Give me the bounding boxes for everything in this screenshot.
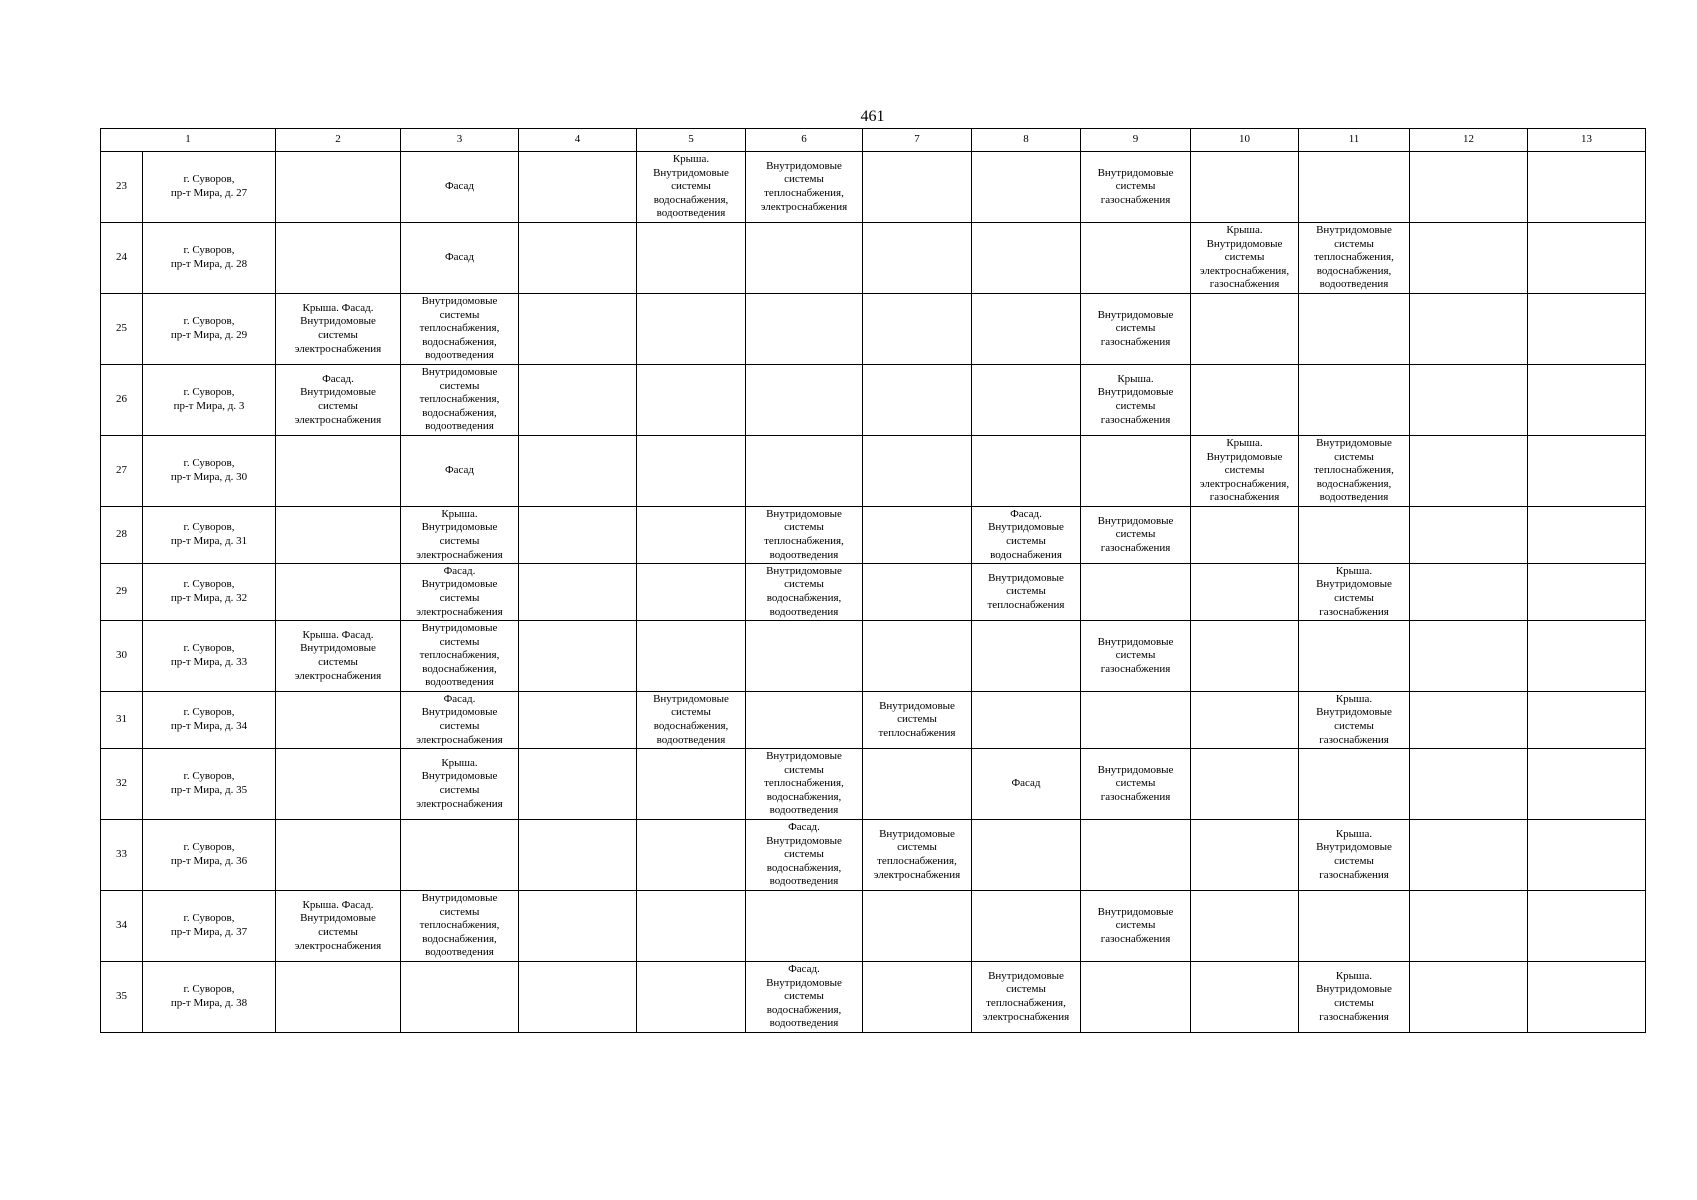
work-cell — [519, 962, 637, 1033]
work-cell — [519, 365, 637, 436]
work-cell — [746, 223, 863, 294]
work-cell: Внутридомовые системы теплоснабжения, электроснабжения — [863, 820, 972, 891]
work-cell: Крыша. Фасад. Внутридомовые системы электроснабжения — [276, 891, 401, 962]
work-cell: Крыша. Внутридомовые системы газоснабжения — [1299, 564, 1410, 621]
column-header: 7 — [863, 129, 972, 152]
address-cell: г. Суворов, пр-т Мира, д. 34 — [143, 692, 276, 749]
work-cell — [1410, 152, 1528, 223]
work-cell — [972, 692, 1081, 749]
work-cell — [1410, 820, 1528, 891]
work-cell — [1191, 564, 1299, 621]
work-cell: Фасад — [972, 749, 1081, 820]
table-row — [101, 294, 1646, 365]
work-cell: Внутридомовые системы теплоснабжения, электроснабжения — [972, 962, 1081, 1033]
work-cell — [519, 820, 637, 891]
work-cell — [1528, 223, 1646, 294]
row-number-cell: 34 — [101, 891, 143, 962]
work-cell: Внутридомовые системы теплоснабжения, водоснабжения, водоотведения — [401, 365, 519, 436]
row-number-cell: 26 — [101, 365, 143, 436]
work-cell — [1191, 820, 1299, 891]
row-number-cell: 29 — [101, 564, 143, 621]
work-cell — [1528, 507, 1646, 564]
work-cell: Фасад. Внутридомовые системы электроснабжения — [276, 365, 401, 436]
work-cell — [972, 294, 1081, 365]
column-header: 6 — [746, 129, 863, 152]
address-cell: г. Суворов, пр-т Мира, д. 32 — [143, 564, 276, 621]
work-cell — [637, 962, 746, 1033]
row-number-cell: 23 — [101, 152, 143, 223]
table-row — [101, 962, 1646, 1033]
work-cell — [276, 152, 401, 223]
work-cell: Внутридомовые системы теплоснабжения, электроснабжения — [746, 152, 863, 223]
work-cell — [1528, 891, 1646, 962]
work-cell: Внутридомовые системы теплоснабжения — [972, 564, 1081, 621]
work-cell — [1191, 692, 1299, 749]
table-row — [101, 223, 1646, 294]
work-cell — [276, 436, 401, 507]
work-cell — [1410, 365, 1528, 436]
work-cell: Внутридомовые системы теплоснабжения, водоснабжения, водоотведения — [746, 749, 863, 820]
work-cell — [746, 621, 863, 692]
address-cell: г. Суворов, пр-т Мира, д. 37 — [143, 891, 276, 962]
work-cell: Крыша. Внутридомовые системы водоснабжения, водоотведения — [637, 152, 746, 223]
work-cell — [1191, 621, 1299, 692]
row-number-cell: 28 — [101, 507, 143, 564]
work-cell: Фасад — [401, 152, 519, 223]
work-cell: Внутридомовые системы газоснабжения — [1081, 621, 1191, 692]
work-cell: Внутридомовые системы теплоснабжения — [863, 692, 972, 749]
work-cell — [1410, 436, 1528, 507]
work-cell — [519, 891, 637, 962]
work-cell — [519, 692, 637, 749]
work-cell — [276, 223, 401, 294]
work-cell: Фасад. Внутридомовые системы электроснабжения — [401, 564, 519, 621]
row-number-cell: 24 — [101, 223, 143, 294]
work-cell — [863, 436, 972, 507]
work-cell — [1191, 749, 1299, 820]
row-number-cell: 32 — [101, 749, 143, 820]
work-cell — [276, 692, 401, 749]
work-cell — [746, 891, 863, 962]
address-cell: г. Суворов, пр-т Мира, д. 38 — [143, 962, 276, 1033]
address-cell: г. Суворов, пр-т Мира, д. 31 — [143, 507, 276, 564]
work-cell — [863, 152, 972, 223]
work-cell: Внутридомовые системы теплоснабжения, водоснабжения, водоотведения — [401, 891, 519, 962]
column-number-header-row — [101, 129, 1646, 152]
work-cell — [637, 365, 746, 436]
row-number-cell: 35 — [101, 962, 143, 1033]
work-cell — [746, 294, 863, 365]
work-cell — [1081, 436, 1191, 507]
address-cell: г. Суворов, пр-т Мира, д. 35 — [143, 749, 276, 820]
work-cell — [972, 621, 1081, 692]
address-cell: г. Суворов, пр-т Мира, д. 3 — [143, 365, 276, 436]
work-cell — [276, 564, 401, 621]
work-cell — [1299, 365, 1410, 436]
work-cell: Внутридомовые системы водоснабжения, водоотведения — [746, 564, 863, 621]
work-cell — [863, 749, 972, 820]
work-cell: Фасад. Внутридомовые системы водоснабжения — [972, 507, 1081, 564]
work-cell: Внутридомовые системы газоснабжения — [1081, 294, 1191, 365]
work-cell — [637, 507, 746, 564]
work-cell — [1528, 365, 1646, 436]
work-cell — [276, 507, 401, 564]
address-cell: г. Суворов, пр-т Мира, д. 30 — [143, 436, 276, 507]
work-cell — [746, 436, 863, 507]
work-cell — [519, 621, 637, 692]
work-cell — [1528, 152, 1646, 223]
work-cell: Внутридомовые системы теплоснабжения, водоснабжения, водоотведения — [1299, 436, 1410, 507]
work-cell — [1299, 507, 1410, 564]
address-cell: г. Суворов, пр-т Мира, д. 36 — [143, 820, 276, 891]
work-cell: Внутридомовые системы газоснабжения — [1081, 749, 1191, 820]
work-cell: Фасад. Внутридомовые системы водоснабжения, водоотведения — [746, 820, 863, 891]
work-cell: Фасад. Внутридомовые системы водоснабжения, водоотведения — [746, 962, 863, 1033]
work-cell: Фасад — [401, 223, 519, 294]
work-cell: Крыша. Внутридомовые системы газоснабжения — [1299, 820, 1410, 891]
work-cell — [401, 962, 519, 1033]
column-header: 1 — [101, 129, 276, 152]
work-cell — [401, 820, 519, 891]
work-cell: Крыша. Внутридомовые системы электроснабжения — [401, 749, 519, 820]
work-cell — [1191, 152, 1299, 223]
work-cell — [746, 365, 863, 436]
work-cell — [972, 820, 1081, 891]
work-cell — [1528, 962, 1646, 1033]
work-cell — [1081, 962, 1191, 1033]
work-cell — [1528, 436, 1646, 507]
table-row — [101, 891, 1646, 962]
table-row — [101, 749, 1646, 820]
work-cell — [519, 436, 637, 507]
work-cell: Крыша. Внутридомовые системы электроснабжения, газоснабжения — [1191, 223, 1299, 294]
work-cell: Фасад — [401, 436, 519, 507]
column-header: 12 — [1410, 129, 1528, 152]
column-header: 4 — [519, 129, 637, 152]
work-cell: Крыша. Фасад. Внутридомовые системы электроснабжения — [276, 294, 401, 365]
work-cell — [1410, 692, 1528, 749]
work-cell — [1299, 749, 1410, 820]
column-header: 5 — [637, 129, 746, 152]
row-number-cell: 30 — [101, 621, 143, 692]
work-cell — [276, 749, 401, 820]
work-cell: Крыша. Внутридомовые системы электроснабжения, газоснабжения — [1191, 436, 1299, 507]
column-header: 10 — [1191, 129, 1299, 152]
row-number-cell: 31 — [101, 692, 143, 749]
work-cell — [519, 294, 637, 365]
work-cell — [276, 962, 401, 1033]
row-number-cell: 27 — [101, 436, 143, 507]
work-cell: Внутридомовые системы газоснабжения — [1081, 891, 1191, 962]
work-cell — [1081, 820, 1191, 891]
work-cell — [972, 223, 1081, 294]
address-cell: г. Суворов, пр-т Мира, д. 27 — [143, 152, 276, 223]
column-header: 8 — [972, 129, 1081, 152]
work-cell — [1528, 692, 1646, 749]
table-row — [101, 564, 1646, 621]
work-cell — [972, 436, 1081, 507]
repair-schedule-table — [100, 128, 1646, 1033]
work-cell: Внутридомовые системы водоснабжения, водоотведения — [637, 692, 746, 749]
work-cell — [637, 294, 746, 365]
column-header: 2 — [276, 129, 401, 152]
page-number: 461 — [860, 108, 885, 125]
work-cell — [519, 507, 637, 564]
address-cell: г. Суворов, пр-т Мира, д. 29 — [143, 294, 276, 365]
work-cell — [1299, 152, 1410, 223]
work-cell — [1528, 621, 1646, 692]
work-cell — [637, 436, 746, 507]
work-cell: Крыша. Фасад. Внутридомовые системы электроснабжения — [276, 621, 401, 692]
table-row — [101, 507, 1646, 564]
table-row — [101, 152, 1646, 223]
work-cell: Фасад. Внутридомовые системы электроснабжения — [401, 692, 519, 749]
work-cell — [1081, 692, 1191, 749]
work-cell — [1410, 621, 1528, 692]
work-cell — [1410, 749, 1528, 820]
work-cell: Внутридомовые системы теплоснабжения, водоснабжения, водоотведения — [401, 621, 519, 692]
work-cell — [863, 891, 972, 962]
work-cell — [637, 223, 746, 294]
column-header: 13 — [1528, 129, 1646, 152]
work-cell — [1410, 507, 1528, 564]
work-cell — [863, 962, 972, 1033]
column-header: 11 — [1299, 129, 1410, 152]
address-cell: г. Суворов, пр-т Мира, д. 28 — [143, 223, 276, 294]
work-cell: Крыша. Внутридомовые системы электроснабжения — [401, 507, 519, 564]
work-cell — [637, 749, 746, 820]
work-cell — [863, 507, 972, 564]
work-cell — [637, 820, 746, 891]
address-cell: г. Суворов, пр-т Мира, д. 33 — [143, 621, 276, 692]
work-cell — [746, 692, 863, 749]
work-cell — [1191, 891, 1299, 962]
work-cell — [1528, 749, 1646, 820]
work-cell: Внутридомовые системы теплоснабжения, водоснабжения, водоотведения — [401, 294, 519, 365]
work-cell: Внутридомовые системы теплоснабжения, водоотведения — [746, 507, 863, 564]
row-number-cell: 25 — [101, 294, 143, 365]
work-cell — [1410, 891, 1528, 962]
work-cell: Внутридомовые системы теплоснабжения, водоснабжения, водоотведения — [1299, 223, 1410, 294]
work-cell — [972, 152, 1081, 223]
work-cell — [1410, 962, 1528, 1033]
work-cell: Внутридомовые системы газоснабжения — [1081, 152, 1191, 223]
work-cell — [1191, 962, 1299, 1033]
work-cell — [863, 223, 972, 294]
work-cell — [972, 365, 1081, 436]
work-cell — [1299, 621, 1410, 692]
work-cell — [1528, 564, 1646, 621]
work-cell — [1081, 223, 1191, 294]
work-cell — [637, 891, 746, 962]
work-cell — [1299, 891, 1410, 962]
table-row — [101, 365, 1646, 436]
table-row — [101, 621, 1646, 692]
row-number-cell: 33 — [101, 820, 143, 891]
work-cell — [276, 820, 401, 891]
work-cell — [1528, 294, 1646, 365]
work-cell — [519, 223, 637, 294]
work-cell — [1191, 507, 1299, 564]
work-cell — [863, 564, 972, 621]
table-row — [101, 436, 1646, 507]
column-header: 9 — [1081, 129, 1191, 152]
work-cell — [1410, 564, 1528, 621]
work-cell — [972, 891, 1081, 962]
work-cell — [519, 564, 637, 621]
work-cell — [1299, 294, 1410, 365]
work-cell — [519, 749, 637, 820]
work-cell — [637, 621, 746, 692]
work-cell — [863, 294, 972, 365]
table-row — [101, 692, 1646, 749]
work-cell — [637, 564, 746, 621]
work-cell: Внутридомовые системы газоснабжения — [1081, 507, 1191, 564]
work-cell: Крыша. Внутридомовые системы газоснабжения — [1081, 365, 1191, 436]
work-cell — [1528, 820, 1646, 891]
work-cell — [1081, 564, 1191, 621]
column-header: 3 — [401, 129, 519, 152]
work-cell: Крыша. Внутридомовые системы газоснабжения — [1299, 692, 1410, 749]
work-cell: Крыша. Внутридомовые системы газоснабжения — [1299, 962, 1410, 1033]
work-cell — [863, 365, 972, 436]
work-cell — [863, 621, 972, 692]
work-cell — [1410, 223, 1528, 294]
work-cell — [1191, 365, 1299, 436]
work-cell — [1191, 294, 1299, 365]
work-cell — [1410, 294, 1528, 365]
work-cell — [519, 152, 637, 223]
table-row — [101, 820, 1646, 891]
